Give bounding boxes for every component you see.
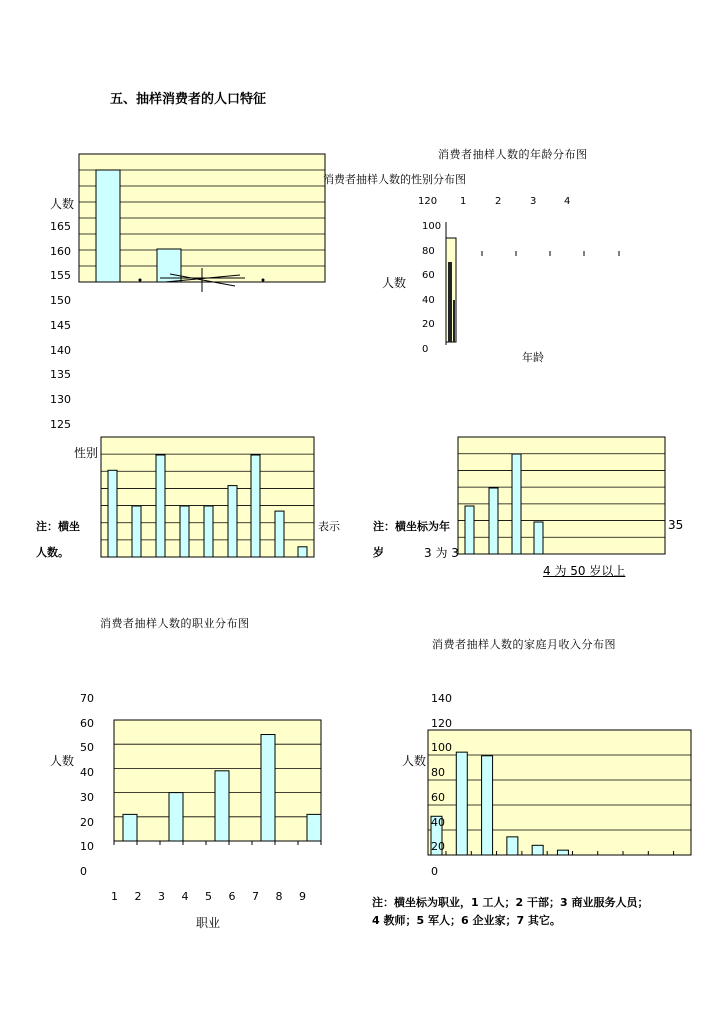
income-bar-2 [456, 752, 467, 855]
occupation-x-tick-label: 3 [158, 890, 165, 903]
income-bar-6 [557, 850, 568, 855]
occupation-chart-ylabel: 人数 [50, 754, 75, 768]
income-bar-3 [482, 756, 493, 855]
gender-note-line2: 人数。 [36, 546, 69, 559]
gender-chart-ylabel: 人数 [50, 197, 75, 211]
age-note-number: 35 [668, 518, 684, 532]
gender-y-tick-label: 145 [50, 318, 71, 332]
age-note-prefix: 注：横坐标为年 [373, 520, 450, 533]
occupation-x-tick-label: 9 [299, 890, 306, 903]
age-chart-category-3: 3 [530, 196, 537, 207]
gender-y-tick-label: 135 [50, 368, 71, 382]
occupation-y-tick-label: 20 [80, 815, 94, 829]
gender-y-tick-label: 150 [50, 294, 71, 308]
gender-chart-title: 消费者抽样人数的性别分布图 [323, 173, 466, 186]
age-chart-xlabel: 年龄 [522, 351, 544, 364]
occupation-y-tick-label: 10 [80, 840, 94, 854]
gender-y-tick-label: 140 [50, 343, 71, 357]
age-chart-ylabel: 人数 [382, 276, 407, 290]
occupation-y-tick-label: 60 [80, 716, 94, 730]
income-bar-4 [507, 837, 518, 855]
age-y-tick-label: 0 [422, 344, 429, 355]
occupation-x-tick-label: 1 [111, 890, 118, 903]
income-y-tick-label: 20 [431, 840, 445, 854]
occupation-x-tick-label: 4 [181, 890, 189, 903]
income-y-tick-label: 40 [431, 815, 445, 829]
income-chart-title: 消费者抽样人数的家庭月收入分布图 [432, 638, 616, 651]
occupation-chart-title: 消费者抽样人数的职业分布图 [100, 617, 250, 630]
occupation-y-tick-label: 50 [80, 741, 94, 755]
age-chart-category-4: 4 [564, 196, 571, 207]
occupation-x-tick-label: 6 [228, 890, 236, 903]
occupation-chart-xlabel: 职业 [196, 916, 221, 930]
gender-y-tick-label: 130 [50, 392, 71, 406]
gender-y-tick-label: 165 [50, 220, 71, 233]
gender-y-tick-label: 160 [50, 244, 71, 258]
occupation-x-tick-label: 2 [134, 890, 142, 903]
income-bar-5 [532, 845, 543, 855]
income-y-tick-label: 140 [431, 692, 452, 705]
occupation-y-tick-label: 70 [80, 692, 94, 705]
occupation-x-tick-label: 7 [252, 890, 259, 903]
gender-note-line1-left: 注：横坐 [36, 520, 80, 533]
income-note-line2: 4 教师；5 军人；6 企业家；7 其它。 [372, 914, 561, 927]
occupation-x-tick-label: 8 [275, 890, 283, 903]
occupation-y-tick-label: 40 [80, 766, 94, 780]
age-y-tick-label: 80 [422, 245, 435, 257]
age-y-tick-label: 20 [422, 319, 435, 331]
income-note-line1: 注：横坐标为职业，1 工人；2 干部；3 商业服务人员； [372, 896, 649, 909]
age-note-line3: 3 为 3 [424, 546, 459, 560]
age-note-line4: 4 为 50 岁以上 [543, 564, 626, 578]
gender-y-tick-label: 155 [50, 269, 71, 283]
occupation-y-tick-label: 30 [80, 790, 94, 804]
age-chart-category-1: 1 [460, 196, 467, 207]
age-chart-top-label: 120 [418, 196, 438, 207]
section-title: 五、抽样消费者的人口特征 [110, 92, 267, 107]
age-y-tick-label: 40 [422, 294, 435, 306]
age-y-tick-label: 100 [422, 221, 442, 232]
gender-y-tick-label: 125 [50, 417, 71, 431]
income-y-tick-label: 80 [431, 766, 445, 780]
age-note-line2: 岁 [373, 546, 384, 559]
gender-chart-xlabel: 性别 [74, 446, 99, 460]
gender-note-line1-right: 表示 [318, 520, 340, 533]
income-y-tick-label: 0 [431, 864, 438, 878]
age-chart-category-2: 2 [495, 196, 502, 207]
income-chart-ylabel: 人数 [402, 754, 427, 768]
occupation-x-tick-label: 5 [205, 890, 212, 903]
income-y-tick-label: 60 [431, 790, 445, 804]
age-y-tick-label: 60 [422, 270, 435, 282]
income-y-tick-label: 120 [431, 716, 452, 730]
age-chart-title: 消费者抽样人数的年龄分布图 [438, 148, 588, 161]
occupation-y-tick-label: 0 [80, 864, 87, 878]
income-y-tick-label: 100 [431, 741, 452, 755]
